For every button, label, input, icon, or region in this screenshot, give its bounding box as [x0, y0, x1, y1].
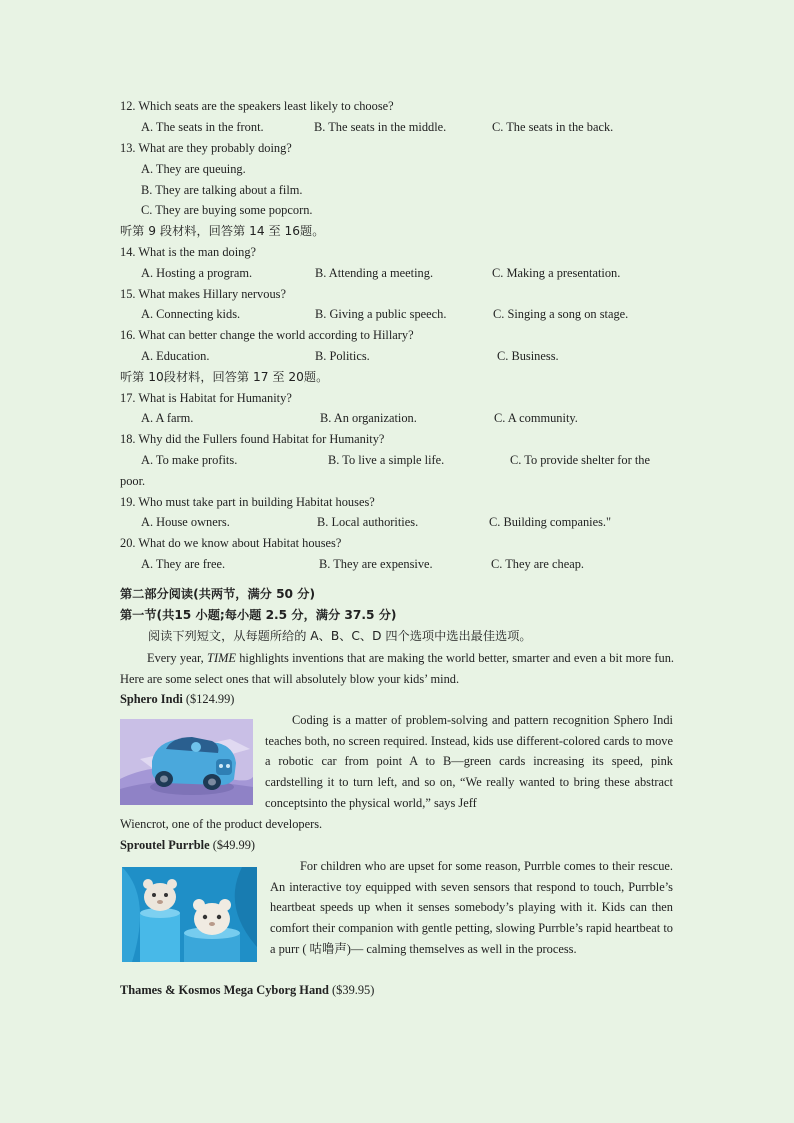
q17-option-c: C. A community. [494, 411, 578, 425]
q15-option-c: C. Singing a song on stage. [493, 307, 629, 321]
question-13: 13. What are they probably doing? [120, 141, 292, 155]
q17-option-a: A. A farm. [141, 411, 194, 425]
q20-option-a: A. They are free. [141, 557, 226, 571]
intro-text-end: highlights inventions that are making the world better, smarter and even a bit more fun. Here are some select ones that will absolutely blow your kids’ mind. [120, 651, 675, 686]
product-2-price: ($49.99) [212, 838, 256, 852]
q12-option-b: B. The seats in the middle. [314, 120, 447, 134]
question-16: 16. What can better change the world according to Hillary? [120, 328, 414, 342]
product-1-description: Coding is a matter of problem-solving and pattern recognition Sphero Indi teaches both, no screen required. Instead, kids use different-colored cards to move a robotic car from point A to B—green cards increasing its speed, pink cardstelling it to turn left, and so on, “We really wanted to bring these abstract conceptsinto the physical world,” says Jeff [265, 713, 673, 810]
question-18: 18. Why did the Fullers found Habitat for Humanity? [120, 432, 385, 446]
intro-text-start: Every year, [147, 651, 208, 665]
q14-option-a: A. Hosting a program. [141, 266, 253, 280]
part-2-heading: 第二部分阅读(共两节，满分 50 分) [120, 587, 316, 601]
product-3-price: ($39.95) [332, 983, 375, 997]
product-1-title [120, 691, 234, 707]
product-1-price: ($124.99) [185, 692, 235, 706]
q20-option-b: B. They are expensive. [319, 557, 433, 571]
q14-option-c: C. Making a presentation. [492, 266, 621, 280]
q19-option-a: A. House owners. [141, 515, 230, 529]
question-14: 14. What is the man doing? [120, 245, 257, 259]
sproutel-purrble-image [122, 867, 257, 962]
q18-option-b: B. To live a simple life. [328, 453, 445, 467]
question-17: 17. What is Habitat for Humanity? [120, 391, 292, 405]
q20-option-c: C. They are cheap. [491, 557, 585, 571]
q13-option-a: A. They are queuing. [141, 162, 246, 176]
q15-option-a: A. Connecting kids. [141, 307, 241, 321]
product-3-name: Thames & Kosmos Mega Cyborg Hand [120, 983, 329, 997]
q16-option-c: C. Business. [497, 349, 559, 363]
intro-paragraph [120, 648, 674, 689]
q12-option-a: A. The seats in the front. [141, 120, 264, 134]
sphero-indi-image [120, 719, 253, 805]
q12-option-c: C. The seats in the back. [492, 120, 614, 134]
product-1-description-continued: Wiencrot, one of the product developers. [120, 817, 323, 831]
q17-option-b: B. An organization. [320, 411, 417, 425]
q15-option-b: B. Giving a public speech. [315, 307, 447, 321]
q13-option-b: B. They are talking about a film. [141, 183, 303, 197]
product-3-title [120, 982, 374, 998]
question-19: 19. Who must take part in building Habitat houses? [120, 495, 375, 509]
time-magazine-name: TIME [207, 651, 236, 665]
question-15: 15. What makes Hillary nervous? [120, 287, 286, 301]
question-20: 20. What do we know about Habitat houses? [120, 536, 342, 550]
q13-option-c: C. They are buying some popcorn. [141, 203, 313, 217]
q18-option-c-continued: poor. [120, 474, 146, 488]
q16-option-b: B. Politics. [315, 349, 370, 363]
product-2-title [120, 837, 255, 853]
section-9-instruction: 听第 9 段材料，回答第 14 至 16题。 [120, 224, 325, 238]
reading-instruction: 阅读下列短文，从每题所给的 A、B、C、D 四个选项中选出最佳选项。 [148, 629, 532, 643]
question-12: 12. Which seats are the speakers least likely to choose? [120, 99, 394, 113]
q14-option-b: B. Attending a meeting. [315, 266, 434, 280]
section-1-heading: 第一节(共15 小题;每小题 2.5 分，满分 37.5 分) [120, 608, 397, 622]
q18-option-a: A. To make profits. [141, 453, 238, 467]
q16-option-a: A. Education. [141, 349, 210, 363]
q19-option-c: C. Building companies." [489, 515, 612, 529]
product-2-name: Sproutel Purrble [120, 838, 210, 852]
product-2-description: For children who are upset for some reason, Purrble comes to their rescue. An interactive toy equipped with seven sensors that respond to touch, Purrble’s heartbeat speeds up when it senses somebody’s playing with it. Kids can then comfort their companion with gentle petting, slowing Purrble’s rapid heartbeat to a purr ( 咕噜声)— calming themselves as well in the process. [270, 859, 673, 956]
q19-option-b: B. Local authorities. [317, 515, 419, 529]
q18-option-c: C. To provide shelter for the [510, 453, 650, 467]
section-10-instruction: 听第 10段材料，回答第 17 至 20题。 [120, 370, 329, 384]
product-1-name: Sphero Indi [120, 692, 183, 706]
